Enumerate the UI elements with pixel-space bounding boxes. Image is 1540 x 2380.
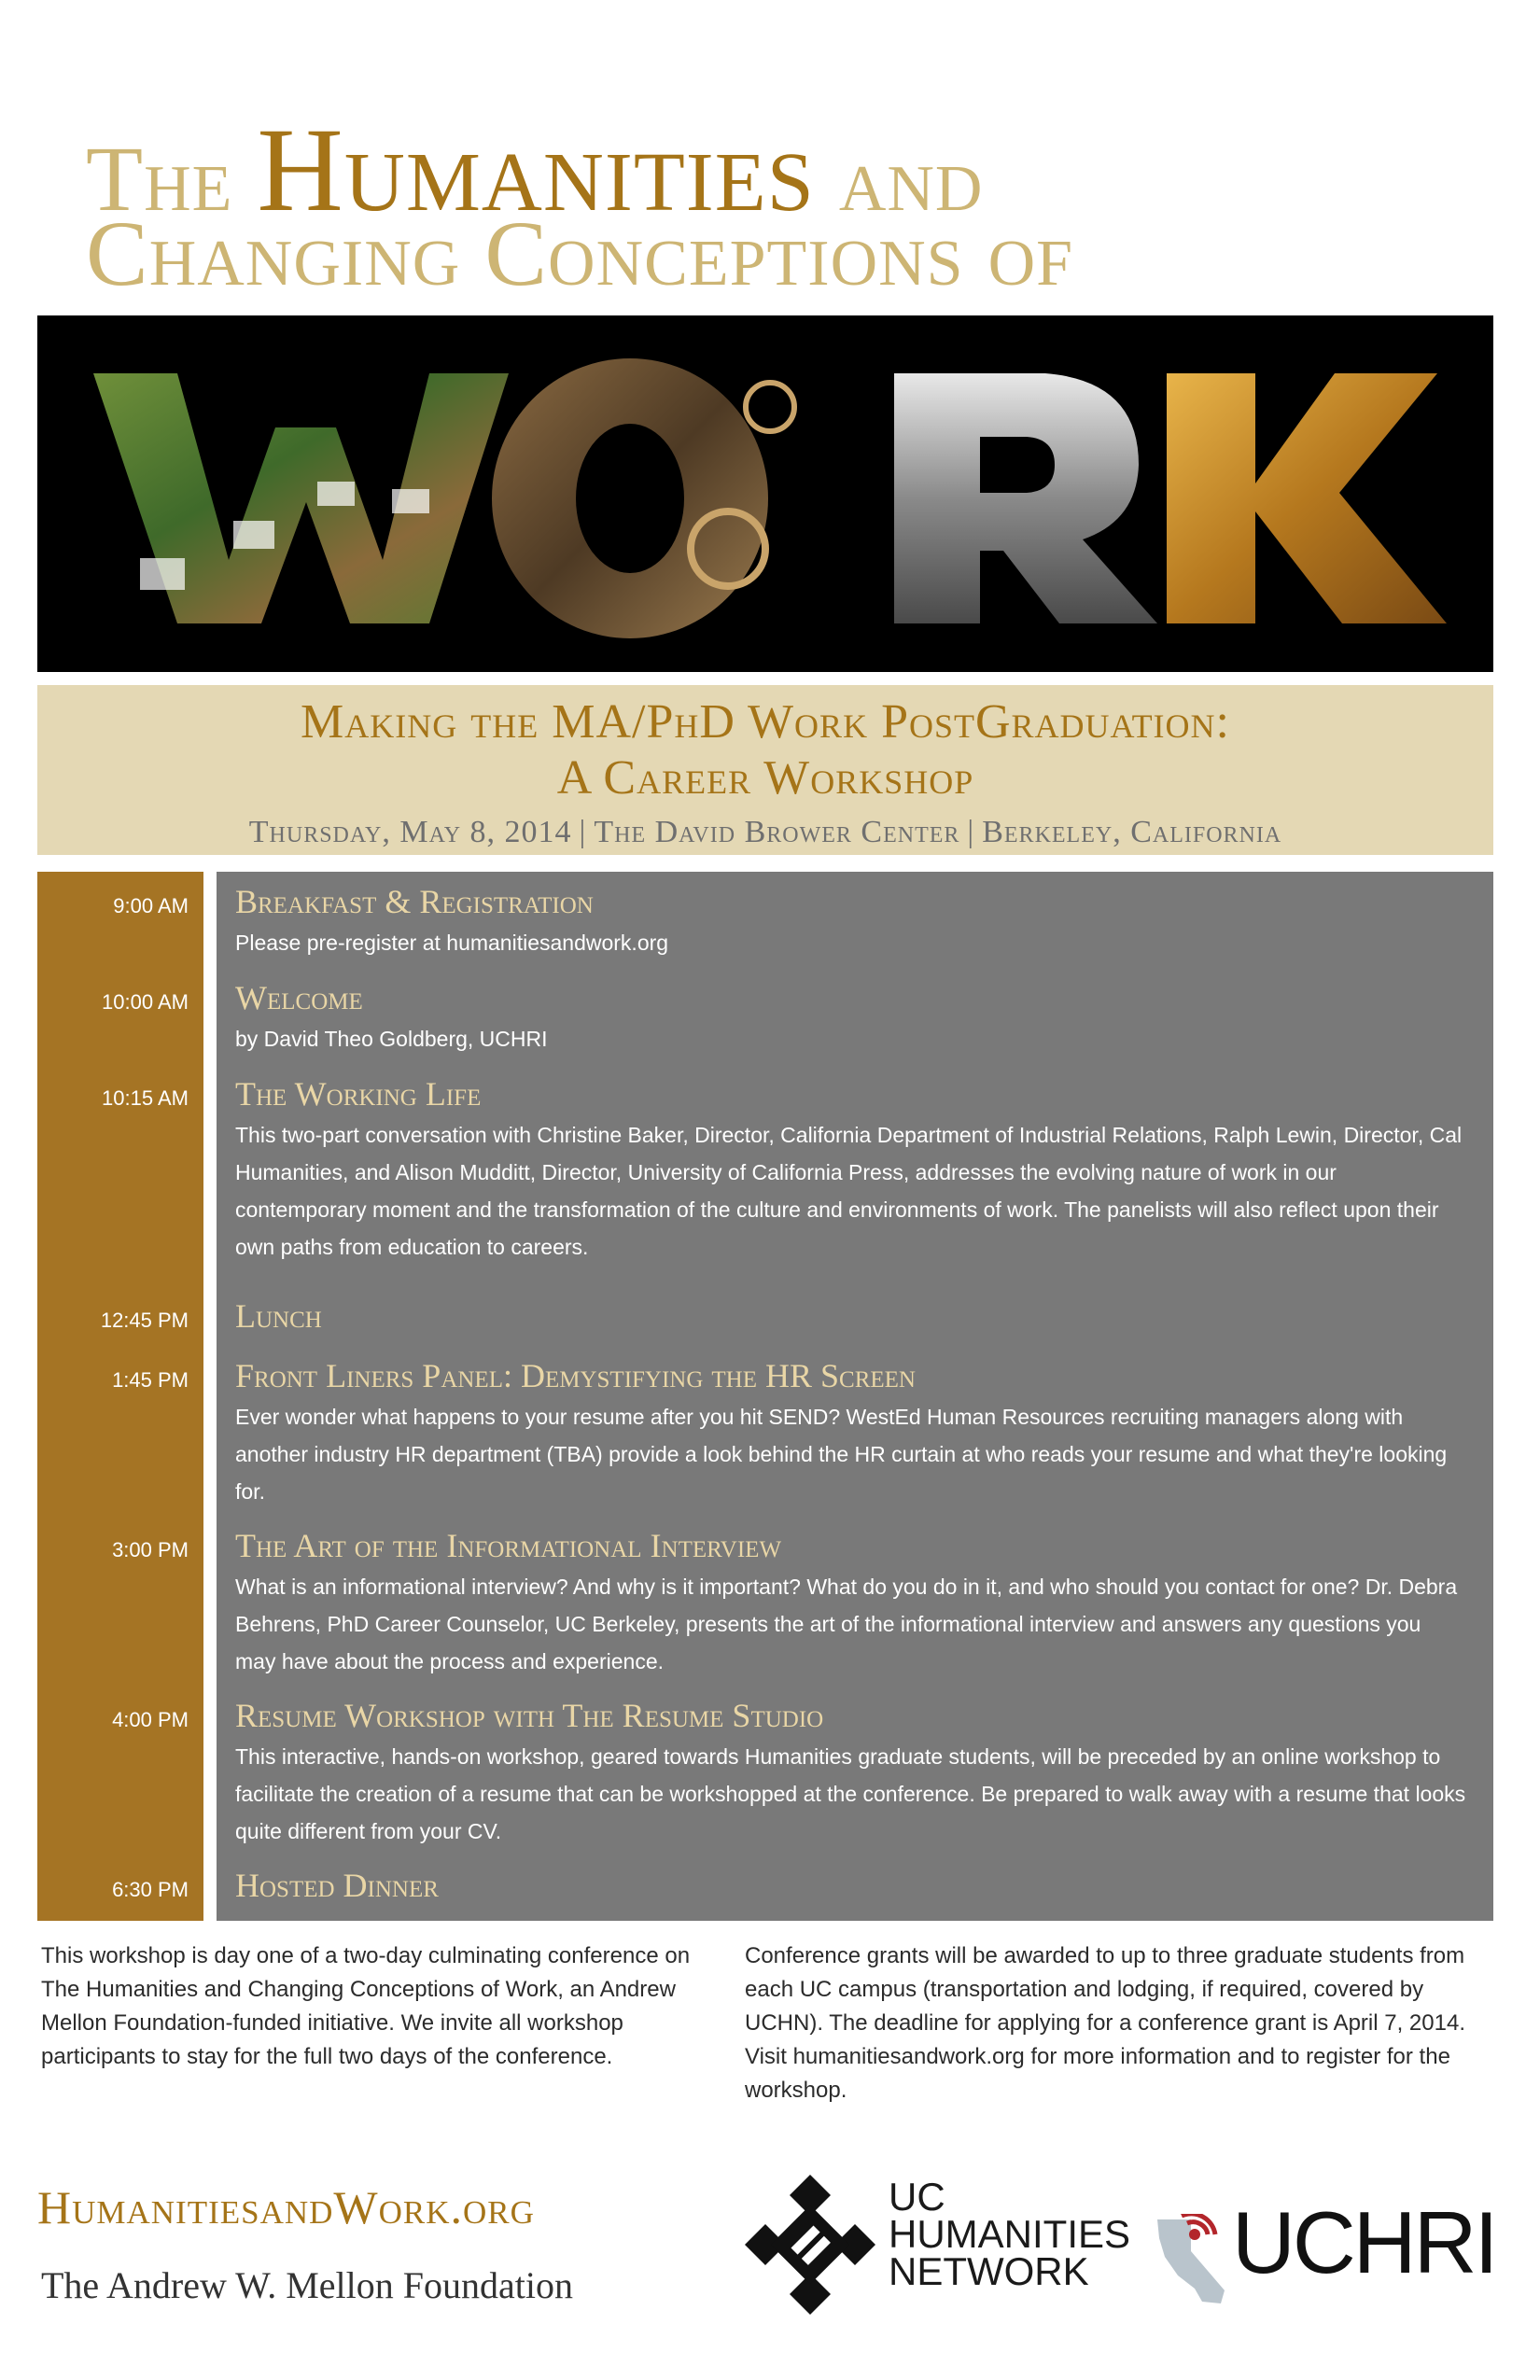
schedule-title: Front Liners Panel: Demystifying the HR Screen (235, 1357, 916, 1394)
schedule-title: Welcome (235, 979, 363, 1016)
schedule-time: 4:00 PM (112, 1708, 189, 1731)
title-humanities: Humanities (257, 104, 815, 236)
ucn-line-1: UC (889, 2175, 945, 2219)
schedule-time: 3:00 PM (112, 1538, 189, 1561)
schedule-time: 1:45 PM (112, 1368, 189, 1392)
schedule-title: The Art of the Informational Interview (235, 1527, 782, 1564)
schedule-description: Ever wonder what happens to your resume after you hit SEND? WestEd Human Resources recruiting managers along with another industry HR department (TBA) provide a look behind the HR curtain at who reads your resume and what they're looking for. (235, 1405, 1448, 1504)
schedule-description: This interactive, hands-on workshop, geared towards Humanities graduate students, will be preceded by an online workshop to facilitate the creation of a resume that can be workshopped at the conference. Be prepared to walk away with a resume that looks quite different from your CV. (235, 1744, 1466, 1843)
schedule-description: Please pre-register at humanitiesandwork.org (235, 931, 669, 955)
work-banner (37, 315, 1493, 672)
event-title-line-2: A Career Workshop (556, 751, 974, 805)
schedule-title: The Working Life (235, 1075, 482, 1113)
schedule-description: What is an informational interview? And why is it important? What do you do in it, and who should you contact for one? Dr. Debra Behrens, PhD Career Counselor, UC Berkeley, presents the art of the informational interview and answers any questions you may have about the process and experience. (235, 1575, 1458, 1673)
site-logo: HumanitiesandWork.org (37, 2181, 535, 2233)
uc-humanities-network-logo-icon (745, 2175, 875, 2315)
ucn-line-2: HUMANITIES (889, 2212, 1131, 2256)
event-date: Thursday, May 8, 2014 (248, 815, 572, 849)
schedule-title: Lunch (235, 1297, 322, 1335)
event-title (37, 685, 1493, 806)
grant-note: Conference grants will be awarded to up to three graduate students from each UC campus (transportation and lodging, if required, covered by UCHN). The deadline for applying for a conference grant is April 7, 2014. Visit humanitiesandwork.org for more information and to register for the workshop. (745, 1943, 1465, 2103)
schedule-time: 10:15 AM (102, 1086, 189, 1110)
page-title-line-2: Changing Conceptions of (86, 202, 1074, 305)
uc-humanities-network-name (889, 2175, 1131, 2293)
ucn-line-3: NETWORK (889, 2249, 1089, 2293)
letter-k (1167, 373, 1447, 623)
schedule-time: 6:30 PM (112, 1878, 189, 1901)
event-meta (37, 812, 1493, 853)
letter-r (894, 373, 1157, 623)
schedule-description: This two-part conversation with Christine Baker, Director, California Department of Industrial Relations, Ralph Lewin, Director, Cal Humanities, and Alison Mudditt, Director, University of California Press, addresses the evolving nature of work in our contemporary moment and the transformation of the culture and environments of work. The panelists will also reflect upon their own paths from education to careers. (235, 1123, 1463, 1259)
event-title-line-1: Making the MA/PhD Work PostGraduation: (301, 695, 1230, 749)
schedule-time-column (37, 872, 203, 1921)
uchri-logo: UCHRI (1232, 2193, 1496, 2291)
title-suffix: and (814, 127, 984, 231)
event-location: Berkeley, California (982, 815, 1282, 849)
event-venue: The David Brower Center (594, 815, 960, 849)
separator: | (967, 815, 975, 849)
workshop-note: This workshop is day one of a two-day culminating conference on The Humanities and Changing Conceptions of Work, an Andrew Mellon Foundation-funded initiative. We invite all workshop participants to stay for the full two days of the conference. (41, 1943, 691, 2069)
title-prefix: The (86, 127, 258, 231)
california-map-icon (1150, 2214, 1234, 2307)
work-photo-lettering (37, 315, 1493, 672)
schedule-description: by David Theo Goldberg, UCHRI (235, 1027, 548, 1051)
mellon-foundation-logo: The Andrew W. Mellon Foundation (41, 2264, 573, 2306)
separator: | (579, 815, 587, 849)
schedule-time: 9:00 AM (113, 894, 189, 917)
schedule-time: 10:00 AM (102, 990, 189, 1014)
schedule-time: 12:45 PM (100, 1309, 189, 1332)
event-header (37, 685, 1493, 855)
schedule-title: Resume Workshop with The Resume Studio (235, 1697, 824, 1734)
schedule-title: Breakfast & Registration (235, 883, 594, 920)
schedule-title: Hosted Dinner (235, 1867, 439, 1904)
